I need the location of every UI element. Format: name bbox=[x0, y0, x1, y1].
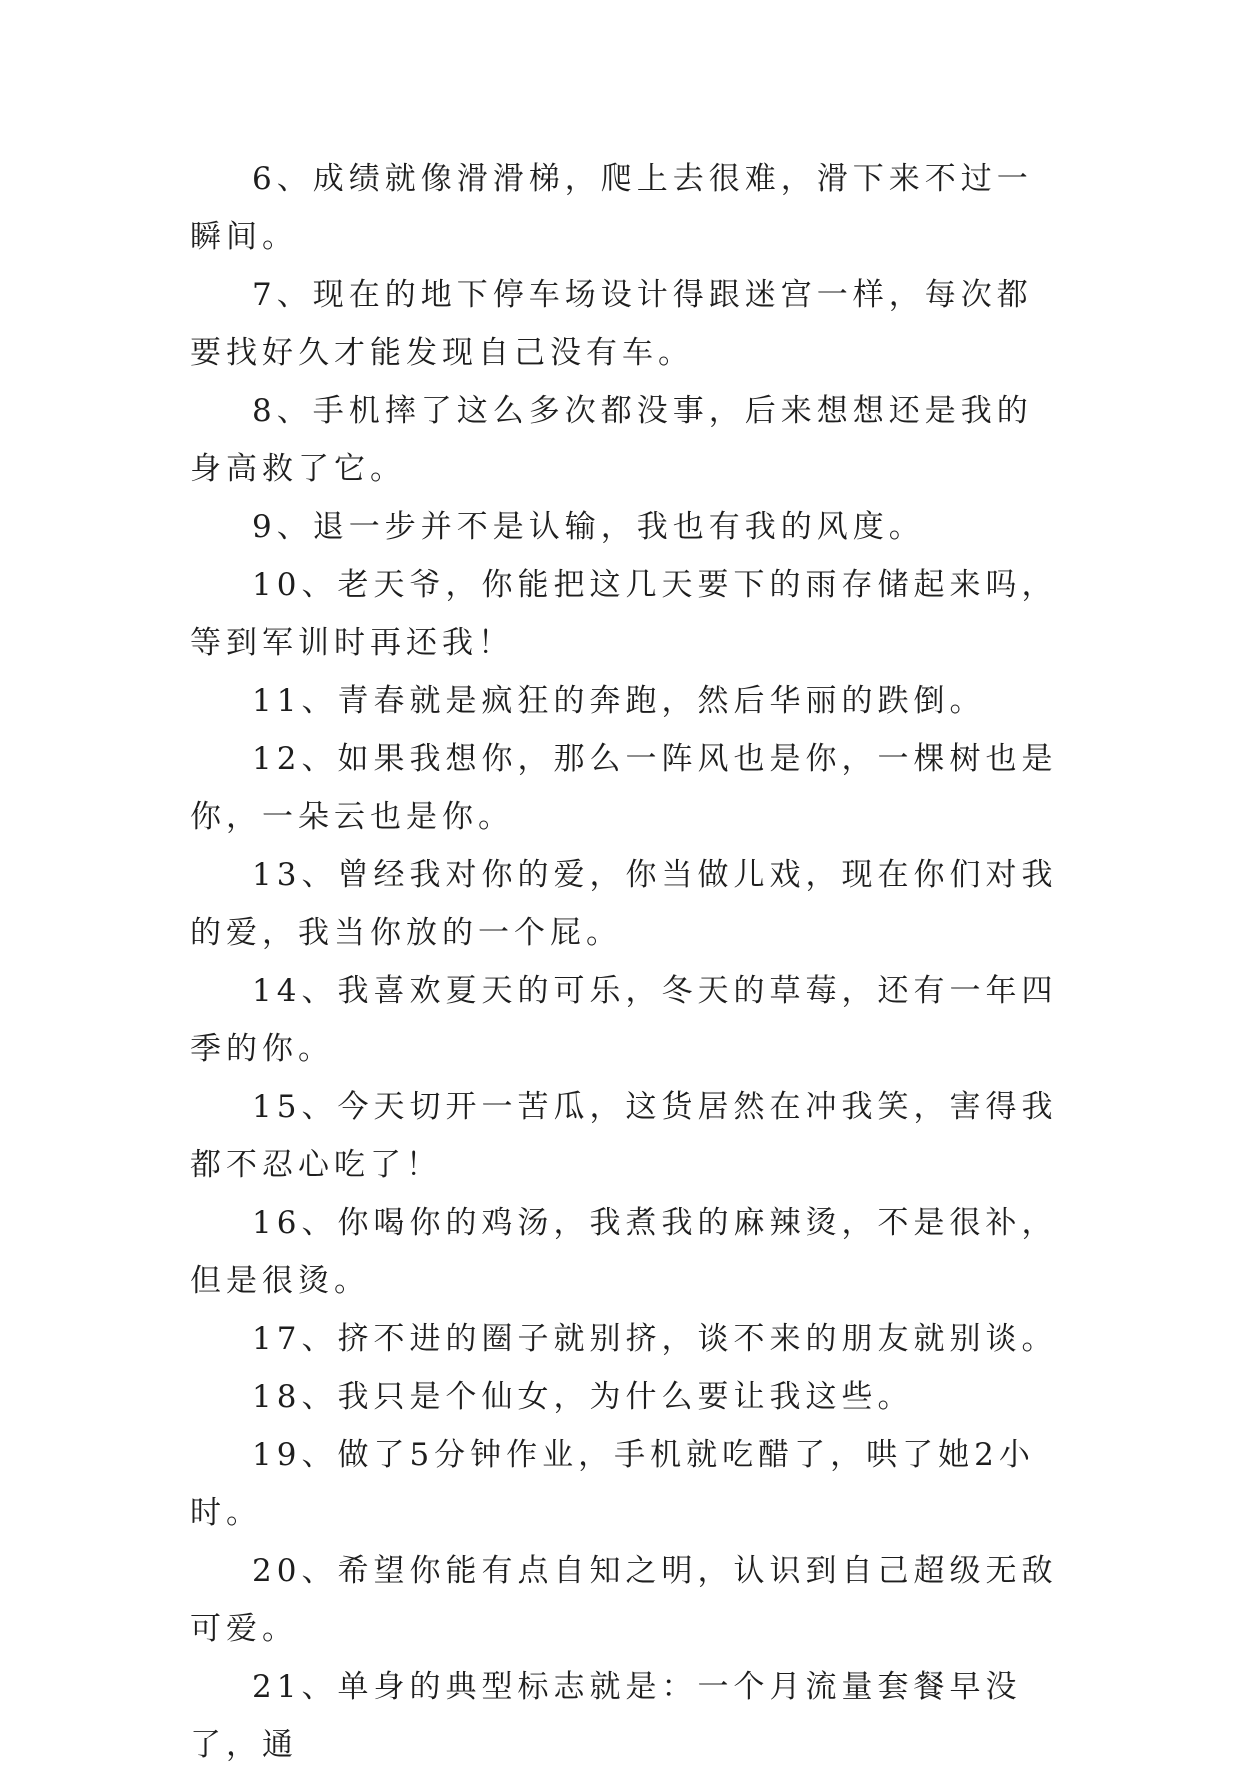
paragraph-16: 16、你喝你的鸡汤，我煮我的麻辣烫，不是很补，但是很烫。 bbox=[190, 1205, 1058, 1299]
paragraph-15: 15、今天切开一苦瓜，这货居然在冲我笑，害得我都不忍心吃了！ bbox=[190, 1089, 1058, 1183]
paragraph-20: 20、希望你能有点自知之明，认识到自己超级无敌可爱。 bbox=[190, 1553, 1058, 1647]
paragraph-12: 12、如果我想你，那么一阵风也是你，一棵树也是你，一朵云也是你。 bbox=[190, 741, 1058, 835]
paragraph-13: 13、曾经我对你的爱，你当做儿戏，现在你们对我的爱，我当你放的一个屁。 bbox=[190, 857, 1058, 951]
paragraph-7: 7、现在的地下停车场设计得跟迷宫一样，每次都要找好久才能发现自己没有车。 bbox=[190, 277, 1033, 371]
paragraph-19: 19、做了5分钟作业，手机就吃醋了，哄了她2小时。 bbox=[190, 1437, 1035, 1531]
paragraph-11: 11、青春就是疯狂的奔跑，然后华丽的跌倒。 bbox=[252, 683, 986, 719]
paragraph-21: 21、单身的典型标志就是：一个月流量套餐早没了，通 bbox=[190, 1669, 1022, 1763]
document-body bbox=[190, 150, 1060, 1774]
paragraph-6: 6、成绩就像滑滑梯，爬上去很难，滑下来不过一瞬间。 bbox=[190, 161, 1033, 255]
paragraph-8: 8、手机摔了这么多次都没事，后来想想还是我的身高救了它。 bbox=[190, 393, 1033, 487]
paragraph-17: 17、挤不进的圈子就别挤，谈不来的朋友就别谈。 bbox=[252, 1321, 1058, 1357]
paragraph-10: 10、老天爷，你能把这几天要下的雨存储起来吗，等到军训时再还我！ bbox=[190, 567, 1058, 661]
paragraph-18: 18、我只是个仙女，为什么要让我这些。 bbox=[252, 1379, 914, 1415]
paragraph-14: 14、我喜欢夏天的可乐，冬天的草莓，还有一年四季的你。 bbox=[190, 973, 1058, 1067]
paragraph-9: 9、退一步并不是认输，我也有我的风度。 bbox=[252, 509, 925, 545]
